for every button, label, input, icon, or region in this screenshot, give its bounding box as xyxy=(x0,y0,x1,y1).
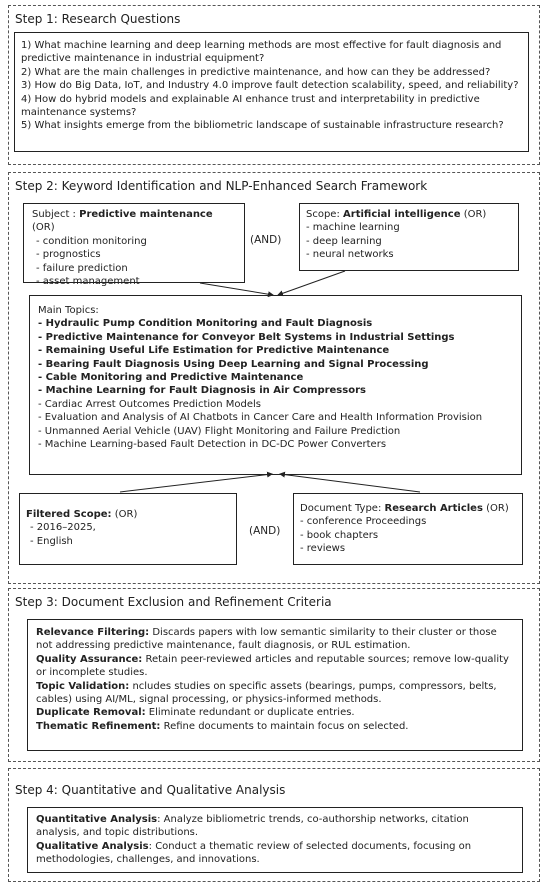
main-topic-item: - Unmanned Aerial Vehicle (UAV) Flight Monitoring and Failure Prediction xyxy=(38,425,401,437)
criterion-quality: Quality Assurance: Retain peer-reviewed articles and reputable sources; remove low-quality or incomplete studies. xyxy=(36,653,509,679)
criterion-relevance: Relevance Filtering: Discards papers with low semantic similarity to their cluster or those not addressing predictive maintenance, fault diagnosis, or RUL estimation. xyxy=(36,627,497,652)
subject-suffix: (OR) xyxy=(32,222,55,234)
filtered-item: - English xyxy=(30,535,73,547)
document-type-box xyxy=(293,493,523,565)
scope-suffix: (OR) xyxy=(463,209,487,220)
main-topics-box xyxy=(29,295,522,475)
filtered-scope-box xyxy=(19,493,237,565)
question-1: 1) What machine learning and deep learning methods are most effective for fault diagnosis and predictive maintenance in industrial equipment? xyxy=(21,40,502,65)
filtered-item: - 2016–2025, xyxy=(30,522,96,534)
scope-box xyxy=(299,203,519,271)
step1-section xyxy=(8,5,540,165)
criterion-duplicate: Duplicate Removal: Eliminate redundant or duplicate entries. xyxy=(36,707,355,719)
quantitative-analysis: Quantitative Analysis: Analyze bibliometric trends, co-authorship networks, citation analysis, and topic distributions. xyxy=(36,814,469,839)
scope-prefix: Scope: xyxy=(306,209,340,220)
doctype-term: Research Articles xyxy=(384,503,483,514)
doctype-item: - reviews xyxy=(300,543,346,555)
step3-title: Step 3: Document Exclusion and Refinement Criteria xyxy=(15,595,332,609)
main-topic-item: - Cardiac Arrest Outcomes Prediction Models xyxy=(38,398,262,410)
main-topic-bold: - Hydraulic Pump Condition Monitoring and Fault Diagnosis xyxy=(38,318,373,330)
question-5: 5) What insights emerge from the bibliometric landscape of sustainable infrastructure research? xyxy=(21,120,504,132)
doctype-item: - book chapters xyxy=(300,529,379,541)
question-4: 4) How do hybrid models and explainable AI enhance trust and interpretability in predictive maintenance systems? xyxy=(21,93,480,119)
main-topic-item: - Evaluation and Analysis of AI Chatbots in Cancer Care and Health Information Provision xyxy=(38,412,483,424)
step4-title: Step 4: Quantitative and Qualitative Analysis xyxy=(15,783,286,797)
step4-section xyxy=(8,768,540,882)
subject-item: - prognostics xyxy=(36,249,101,261)
step2-section xyxy=(8,172,540,584)
main-topic-bold: - Predictive Maintenance for Conveyor Belt Systems in Industrial Settings xyxy=(38,331,455,343)
subject-item: - failure prediction xyxy=(36,262,128,274)
criterion-thematic: Thematic Refinement: Refine documents to maintain focus on selected. xyxy=(36,720,409,732)
subject-item: - condition monitoring xyxy=(36,235,147,247)
question-2: 2) What are the main challenges in predictive maintenance, and how can they be addressed? xyxy=(21,66,491,78)
doctype-prefix: Document Type: xyxy=(300,503,382,514)
filtered-scope-term: Filtered Scope: xyxy=(26,509,112,520)
filtered-scope-suffix: (OR) xyxy=(114,509,138,520)
doctype-item: - conference Proceedings xyxy=(300,516,427,528)
and-operator-top: (AND) xyxy=(250,234,282,246)
subject-item: - asset management xyxy=(36,276,140,288)
qualitative-analysis: Qualitative Analysis: Conduct a thematic review of selected documents, focusing on methodologies, challenges, and innovations. xyxy=(36,840,472,866)
subject-term: Predictive maintenance xyxy=(79,209,213,220)
subject-box xyxy=(23,203,245,288)
step2-title: Step 2: Keyword Identification and NLP-Enhanced Search Framework xyxy=(15,179,428,193)
step1-title: Step 1: Research Questions xyxy=(15,12,181,26)
analysis-box xyxy=(27,807,523,873)
and-operator-bottom: (AND) xyxy=(249,525,281,537)
main-topic-bold: - Machine Learning for Fault Diagnosis in Air Compressors xyxy=(38,385,366,397)
doctype-suffix: (OR) xyxy=(486,503,509,514)
main-topic-bold: - Bearing Fault Diagnosis Using Deep Learning and Signal Processing xyxy=(38,358,429,370)
scope-item: - deep learning xyxy=(306,235,382,247)
criteria-box xyxy=(27,619,523,751)
main-topic-item: - Machine Learning-based Fault Detection in DC-DC Power Converters xyxy=(38,439,387,451)
scope-term: Artificial intelligence xyxy=(343,209,461,220)
main-topic-bold: - Cable Monitoring and Predictive Maintenance xyxy=(38,372,304,384)
main-topics-label: Main Topics: xyxy=(38,305,99,316)
subject-prefix: Subject : xyxy=(32,209,76,220)
research-questions-box xyxy=(14,32,529,152)
scope-item: - machine learning xyxy=(306,222,400,234)
main-topic-bold: - Remaining Useful Life Estimation for Predictive Maintenance xyxy=(38,345,390,357)
scope-item: - neural networks xyxy=(306,249,394,261)
step3-section xyxy=(8,588,540,762)
criterion-topic-validation: Topic Validation: ncludes studies on specific assets (bearings, pumps, compressors, belts, cables) using AI/ML, signal processing, or physics-informed methods. xyxy=(36,680,497,706)
question-3: 3) How do Big Data, IoT, and Industry 4.0 improve fault detection scalability, speed, and reliability? xyxy=(21,80,519,92)
